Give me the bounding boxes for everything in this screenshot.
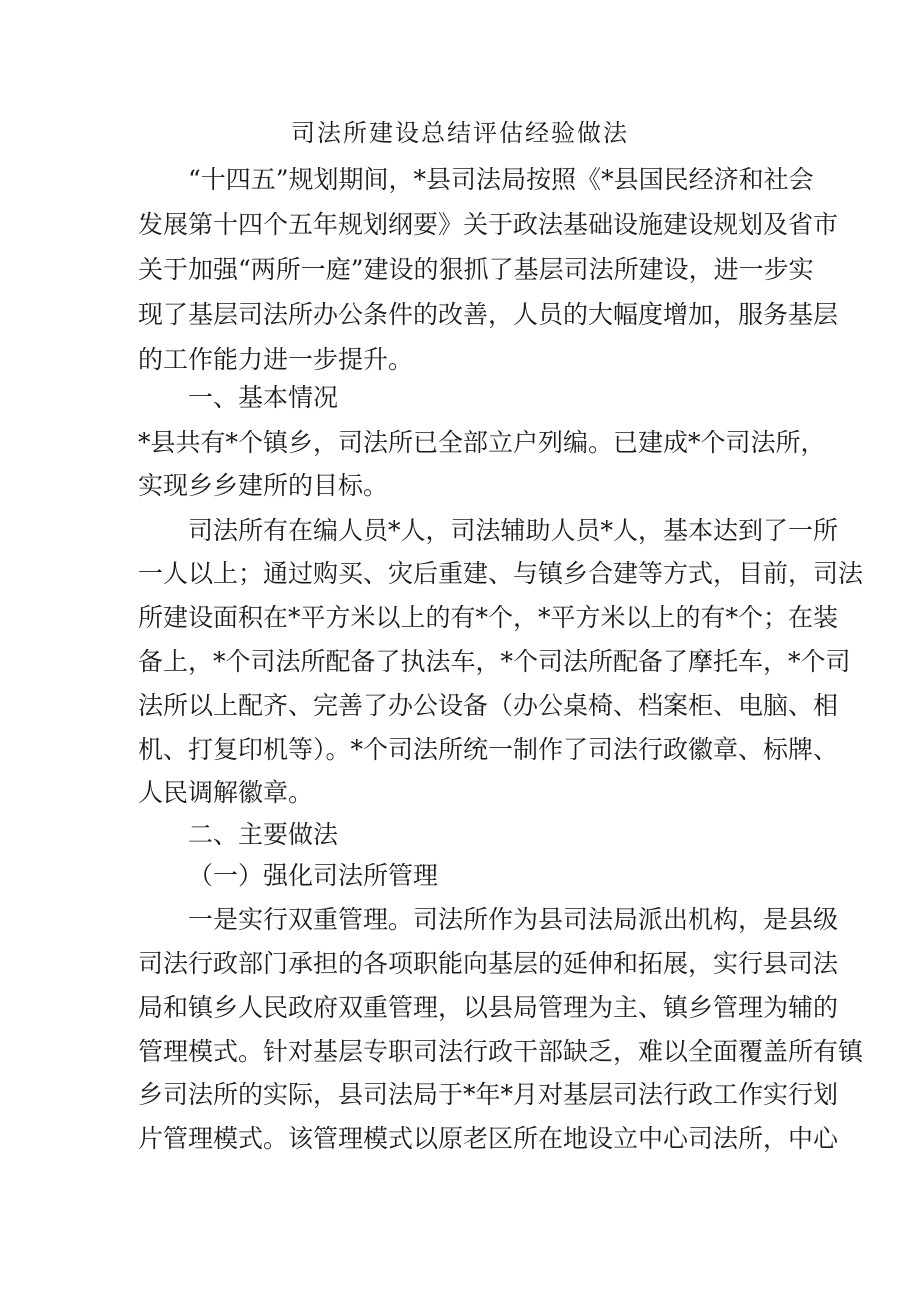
intro-line: 的工作能力进一步提升。 xyxy=(138,345,414,374)
subsection1-para-line: 局和镇乡人民政府双重管理，以县局管理为主、镇乡管理为辅的 xyxy=(138,993,839,1022)
intro-line: 发展第十四个五年规划纲要》关于政法基础设施建设规划及省市 xyxy=(138,210,839,239)
intro-line: “十四五”规划期间，*县司法局按照《*县国民经济和社会 xyxy=(188,165,814,194)
intro-line: 关于加强“两所一庭”建设的狠抓了基层司法所建设，进一步实 xyxy=(138,255,814,284)
document-title: 司法所建设总结评估经验做法 xyxy=(291,119,629,147)
section1-para1-line: 实现乡乡建所的目标。 xyxy=(138,471,389,500)
section1-para2-line: 司法所有在编人员*人，司法辅助人员*人，基本达到了一所 xyxy=(188,516,839,545)
subsection1-para-line: 一是实行双重管理。司法所作为县司法局派出机构，是县级 xyxy=(188,905,839,934)
subsection1-para-line: 司法行政部门承担的各项职能向基层的延伸和拓展，实行县司法 xyxy=(138,949,839,978)
section-heading-basic: 一、基本情况 xyxy=(188,383,339,412)
section1-para2-line: 人民调解徽章。 xyxy=(138,778,314,807)
section1-para2-line: 机、打复印机等）。*个司法所统一制作了司法行政徽章、标牌、 xyxy=(138,735,839,764)
section1-para2-line: 所建设面积在*平方米以上的有*个，*平方米以上的有*个；在装 xyxy=(138,603,839,632)
subsection1-para-line: 乡司法所的实际，县司法局于*年*月对基层司法行政工作实行划 xyxy=(138,1080,839,1109)
section-heading-practices: 二、主要做法 xyxy=(188,820,339,849)
section1-para2-line: 法所以上配齐、完善了办公设备（办公桌椅、档案柜、电脑、相 xyxy=(138,691,839,720)
subsection1-para-line: 片管理模式。该管理模式以原老区所在地设立中心司法所，中心 xyxy=(138,1124,839,1153)
section1-para2-line: 一人以上；通过购买、灾后重建、与镇乡合建等方式，目前，司法 xyxy=(138,559,864,588)
section1-para2-line: 备上，*个司法所配备了执法车，*个司法所配备了摩托车，*个司 xyxy=(138,647,851,676)
subsection1-para-line: 管理模式。针对基层专职司法行政干部缺乏，难以全面覆盖所有镇 xyxy=(138,1037,864,1066)
subsection-heading-management: （一）强化司法所管理 xyxy=(188,861,439,890)
section1-para1-line: *县共有*个镇乡，司法所已全部立户列编。已建成*个司法所， xyxy=(138,428,826,457)
intro-line: 现了基层司法所办公条件的改善，人员的大幅度增加，服务基层 xyxy=(138,300,839,329)
